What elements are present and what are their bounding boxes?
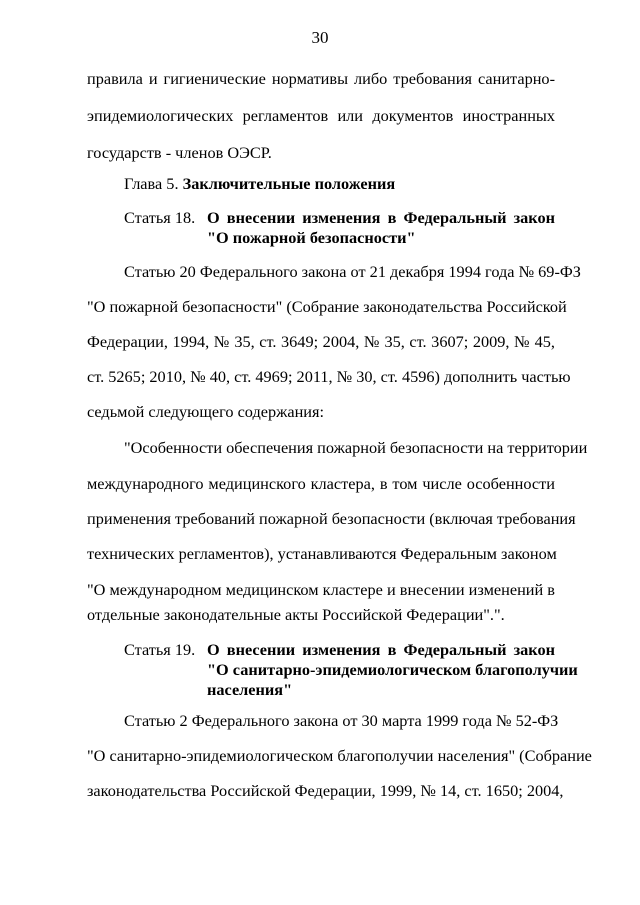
article-18-body-line-4: ст. 5265; 2010, № 40, ст. 4969; 2011, № 30, ст. 4596) дополнить частью bbox=[87, 367, 571, 386]
article-19-body-line-1: Статью 2 Федерального закона от 30 марта 1999 года № 52-ФЗ bbox=[124, 711, 559, 730]
article-18-quote-line-2: международного медицинского кластера, в том числе особенности bbox=[87, 474, 555, 493]
article-18-quote-line-1: "Особенности обеспечения пожарной безопасности на территории bbox=[124, 438, 588, 457]
article-18-title-line-1: О внесении изменения в Федеральный закон bbox=[207, 208, 555, 227]
article-19-title bbox=[207, 640, 578, 700]
article-19-title-line-3: населения" bbox=[207, 680, 293, 699]
article-18-quote-line-3: применения требований пожарной безопасности (включая требования bbox=[87, 509, 576, 528]
page-number: 30 bbox=[311, 28, 329, 47]
article-18-title-line-2: "О пожарной безопасности" bbox=[207, 228, 416, 247]
intro-line-2: эпидемиологических регламентов или документов иностранных bbox=[87, 106, 555, 125]
intro-line-3: государств - членов ОЭСР. bbox=[87, 143, 272, 162]
article-18-body-line-5: седьмой следующего содержания: bbox=[87, 402, 325, 421]
article-19-label: Статья 19. bbox=[124, 640, 196, 659]
article-18-quote-line-4: технических регламентов), устанавливаются Федеральным законом bbox=[87, 544, 557, 563]
chapter-title: Заключительные положения bbox=[182, 174, 396, 193]
article-18-body-line-1: Статью 20 Федерального закона от 21 декабря 1994 года № 69-ФЗ bbox=[124, 262, 581, 281]
chapter-label: Глава 5. bbox=[124, 174, 179, 193]
article-18-quote-line-6: отдельные законодательные акты Российской Федерации".". bbox=[87, 605, 505, 624]
chapter-heading bbox=[124, 174, 555, 194]
article-19-title-line-2: "О санитарно-эпидемиологическом благополучии bbox=[207, 660, 578, 679]
article-19-body-line-3: законодательства Российской Федерации, 1999, № 14, ст. 1650; 2004, bbox=[87, 781, 564, 800]
article-18-label: Статья 18. bbox=[124, 208, 196, 227]
article-18-body-line-3: Федерации, 1994, № 35, ст. 3649; 2004, № 35, ст. 3607; 2009, № 45, bbox=[87, 332, 555, 351]
article-18-quote-line-5: "О международном медицинском кластере и внесении изменений в bbox=[87, 580, 555, 599]
article-19-body-line-2: "О санитарно-эпидемиологическом благополучии населения" (Собрание bbox=[87, 746, 592, 765]
intro-line-1: правила и гигиенические нормативы либо требования санитарно- bbox=[87, 69, 555, 88]
article-19-title-line-1: О внесении изменения в Федеральный закон bbox=[207, 640, 555, 659]
article-18-title bbox=[207, 208, 555, 248]
article-18-body-line-2: "О пожарной безопасности" (Собрание законодательства Российской bbox=[87, 297, 567, 316]
